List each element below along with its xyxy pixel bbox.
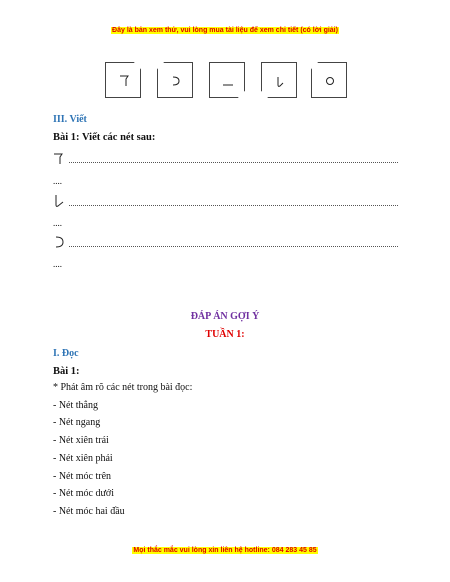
hook-bottom-stroke-icon bbox=[53, 194, 65, 208]
write-row-1 bbox=[53, 151, 398, 165]
instruction-text: * Phát âm rõ các nét trong bài đọc: bbox=[53, 382, 193, 393]
list-item: - Nét móc dưới bbox=[53, 488, 114, 499]
list-item: - Nét ngang bbox=[53, 417, 101, 428]
stroke-cards bbox=[105, 62, 347, 102]
section-read-heading: I. Đọc bbox=[53, 348, 79, 359]
hotline-notice-text: Mọi thắc mắc vui lòng xin liên hệ hotline: 084 283 45 85 bbox=[133, 547, 317, 554]
exercise-read-title: Bài 1: bbox=[53, 366, 80, 377]
write-continuation: .... bbox=[53, 218, 62, 228]
hook-top-stroke-icon bbox=[53, 151, 65, 165]
hotline-notice bbox=[0, 547, 450, 554]
list-item: - Nét móc trên bbox=[53, 471, 112, 482]
week-title: TUẦN 1: bbox=[205, 329, 245, 340]
answer-title: ĐÁP ÁN GỢI Ý bbox=[190, 311, 260, 322]
write-continuation: .... bbox=[53, 259, 62, 269]
list-item: - Nét xiên phải bbox=[53, 453, 113, 464]
write-row-3 bbox=[53, 235, 398, 249]
list-item: - Nét xiên trái bbox=[53, 435, 109, 446]
open-curve-left-stroke-icon bbox=[53, 235, 65, 249]
write-line[interactable] bbox=[69, 246, 398, 247]
section-write-heading: III. Viết bbox=[53, 114, 87, 125]
exercise-write-title: Bài 1: Viết các nét sau: bbox=[53, 132, 156, 143]
list-item: - Nét thẳng bbox=[53, 400, 98, 411]
horizontal-stroke-icon bbox=[209, 62, 245, 98]
write-continuation: .... bbox=[53, 176, 62, 186]
hook-stroke-icon bbox=[105, 62, 141, 98]
open-curve-left-icon bbox=[157, 62, 193, 98]
preview-notice bbox=[0, 27, 450, 34]
write-row-2 bbox=[53, 194, 398, 208]
write-line[interactable] bbox=[69, 205, 398, 206]
write-line[interactable] bbox=[69, 162, 398, 163]
circle-stroke-icon bbox=[311, 62, 347, 98]
list-item: - Nét móc hai đầu bbox=[53, 506, 125, 517]
preview-notice-text: Đây là bản xem thử, vui lòng mua tài liệu để xem chi tiết (có lời giải) bbox=[112, 27, 338, 34]
hook-bottom-icon bbox=[261, 62, 297, 98]
